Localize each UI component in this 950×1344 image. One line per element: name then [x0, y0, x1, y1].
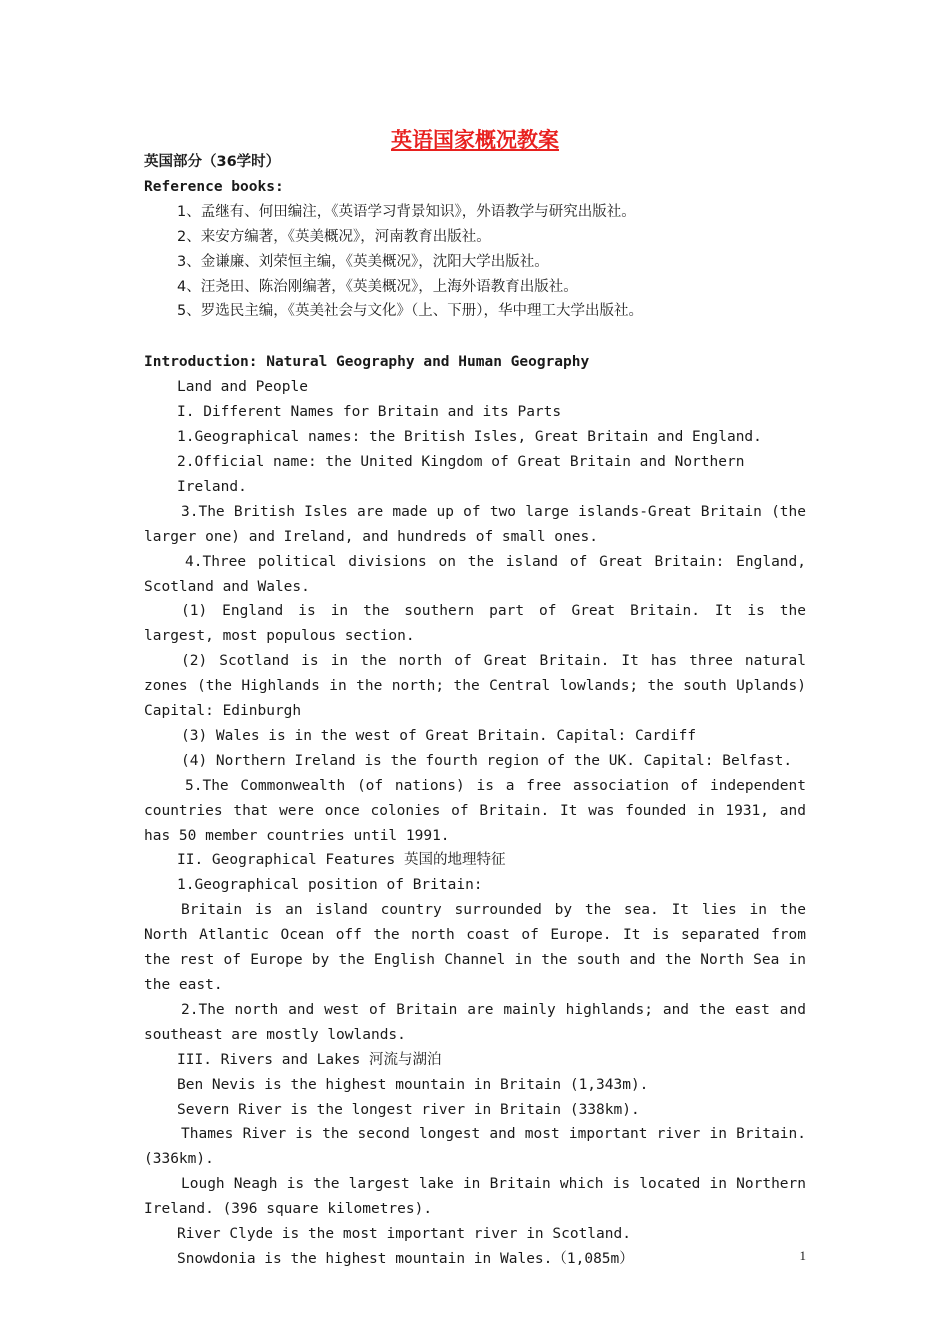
- paragraph: Severn River is the longest river in Britain (338km).: [177, 1101, 640, 1118]
- intro-heading: Introduction: Natural Geography and Human Geography: [144, 354, 590, 371]
- reference-item: 4、汪尧田、陈治刚编著，《英美概况》，上海外语教育出版社。: [177, 278, 578, 295]
- subheading: Land and People: [177, 379, 308, 396]
- paragraph: (4) Northern Ireland is the fourth region of the UK. Capital: Belfast.: [181, 752, 793, 769]
- paragraph: River Clyde is the most important river in Scotland.: [177, 1226, 631, 1243]
- part-heading: II. Geographical Features 英国的地理特征: [177, 852, 506, 869]
- part-heading: I. Different Names for Britain and its Parts: [177, 404, 562, 421]
- section-heading: 英国部分（36学时）: [144, 154, 281, 170]
- paragraph: 3.The British Isles are made up of two large islands-Great Britain (the larger one) and Ireland, and hundreds of small ones.: [144, 503, 806, 545]
- reference-item: 2、来安方编著，《英美概况》，河南教育出版社。: [177, 228, 491, 245]
- document-title: 英语国家概况教案: [391, 128, 559, 152]
- reference-item: 1、孟继有、何田编注，《英语学习背景知识》，外语教学与研究出版社。: [177, 203, 636, 220]
- part-heading: III. Rivers and Lakes 河流与湖泊: [177, 1051, 442, 1068]
- paragraph: 1.Geographical names: the British Isles, Great Britain and England.: [177, 429, 762, 446]
- reference-item: 3、金谦廉、刘荣恒主编，《英美概况》，沈阳大学出版社。: [177, 253, 549, 270]
- paragraph: 4.Three political divisions on the island of Great Britain: England, Scotland and Wales.: [144, 553, 806, 595]
- paragraph: (3) Wales is in the west of Great Britain. Capital: Cardiff: [181, 727, 697, 744]
- page-number: 1: [799, 1248, 806, 1263]
- paragraph: 2.Official name: the United Kingdom of Great Britain and Northern Ireland.: [177, 453, 745, 495]
- paragraph: Britain is an island country surrounded by the sea. It lies in the North Atlantic Ocean off the north coast of Europe. It is separated from the rest of Europe by the English Channel in the south and the North Sea in the east.: [144, 902, 806, 993]
- paragraph: Thames River is the second longest and most important river in Britain.(336km).: [144, 1126, 806, 1168]
- paragraph: Ben Nevis is the highest mountain in Britain (1,343m).: [177, 1076, 649, 1093]
- paragraph: 1.Geographical position of Britain:: [177, 877, 483, 894]
- paragraph: Lough Neagh is the largest lake in Britain which is located in Northern Ireland. (396 square kilometres).: [144, 1176, 806, 1218]
- reference-item: 5、罗选民主编，《英美社会与文化》（上、下册），华中理工大学出版社。: [177, 303, 643, 320]
- paragraph: (1) England is in the southern part of Great Britain. It is the largest, most populous section.: [144, 603, 806, 645]
- document-body: [144, 150, 806, 1272]
- paragraph: Snowdonia is the highest mountain in Wales.（1,085m）: [177, 1250, 634, 1267]
- paragraph: 2.The north and west of Britain are mainly highlands; and the east and southeast are mostly lowlands.: [144, 1001, 806, 1043]
- reference-heading: Reference books:: [144, 178, 284, 195]
- spacer: [144, 324, 806, 350]
- paragraph: (2) Scotland is in the north of Great Britain. It has three natural zones (the Highlands in the north; the Central lowlands; the south Uplands) Capital: Edinburgh: [144, 653, 806, 720]
- paragraph: 5.The Commonwealth (of nations) is a free association of independent countries that were once colonies of Britain. It was founded in 1931, and has 50 member countries until 1991.: [144, 777, 806, 844]
